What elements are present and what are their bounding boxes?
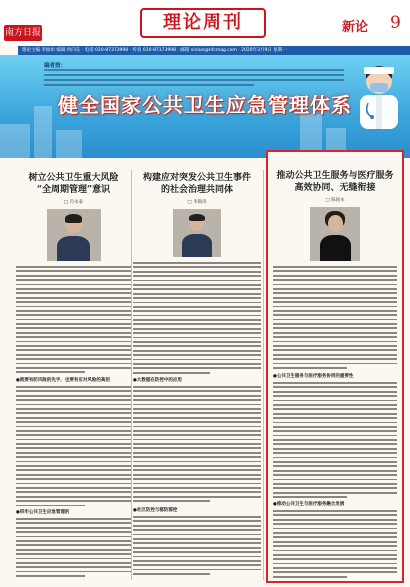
article-2-author-photo <box>173 209 221 257</box>
editor-info-bar: 理论主编 李灿如 编辑 何向东 · 电话 020-87373998 · 传真 020-87373998 · 邮箱 xinlun@nfcmag.com · 2020年3月9日 星期一 <box>18 46 410 55</box>
article-3 <box>266 150 404 583</box>
article-2-body <box>133 262 261 374</box>
article-2-body-2 <box>133 386 261 504</box>
article-1-body-3 <box>16 518 131 578</box>
article-2-title-line2: 的社会治理共同体 <box>160 185 233 195</box>
article-1-subhead-2: ●织牢公共卫生应急管理的 <box>16 510 70 515</box>
article-1-title <box>16 172 131 196</box>
article-3-title <box>268 170 402 194</box>
article-1-author-photo <box>47 209 101 261</box>
article-1-title-line1: 树立公共卫生重大风险 <box>28 173 119 183</box>
article-3-author-photo <box>310 207 360 261</box>
article-1-author: □ 肖永泰 <box>63 200 84 205</box>
section-tag: 新论 <box>342 20 369 35</box>
editor-note-label: 编者按： <box>44 63 67 69</box>
article-2-title-line1: 构建应对突发公共卫生事件 <box>142 173 251 183</box>
editor-note-text <box>44 69 344 89</box>
topic-banner <box>0 55 410 158</box>
article-1-title-line2: “全周期管理”意识 <box>36 185 111 195</box>
article-2-title <box>133 172 261 196</box>
article-2-author: □ 李锦涛 <box>187 200 207 205</box>
article-2-subhead-1: ●大数据在防控中的应用 <box>133 378 182 383</box>
page-number: 9 <box>390 13 401 33</box>
newspaper-logo: 南方日报 <box>4 25 42 41</box>
article-3-body-3 <box>273 510 397 580</box>
article-1-subhead-1: ●既要有防风险的先手，也要有应对风险的高招 <box>16 378 110 383</box>
editor-note <box>44 61 344 91</box>
article-2 <box>133 158 261 582</box>
section-title: 理论周刊 <box>140 8 266 38</box>
article-1 <box>16 158 131 582</box>
banner-headline: 健全国家公共卫生应急管理体系 <box>58 93 352 117</box>
article-3-subhead-1: ●公共卫生服务与医疗服务协同的重要性 <box>273 374 354 379</box>
article-3-author: □ 陈国永 <box>325 198 345 203</box>
article-1-body <box>16 266 131 374</box>
article-3-title-line1: 推动公共卫生服务与医疗服务 <box>276 171 394 181</box>
article-3-body <box>273 266 397 370</box>
doctor-illustration <box>350 57 408 129</box>
article-1-body-2 <box>16 386 131 506</box>
article-3-title-line2: 高效协同、无缝衔接 <box>294 183 376 193</box>
article-2-body-3 <box>133 516 261 578</box>
article-3-subhead-2: ●推动公共卫生与医疗服务融合发展 <box>273 502 345 507</box>
article-3-body-2 <box>273 382 397 498</box>
article-2-subhead-2: ●社区防控与群防群控 <box>133 508 178 513</box>
masthead <box>0 0 410 46</box>
